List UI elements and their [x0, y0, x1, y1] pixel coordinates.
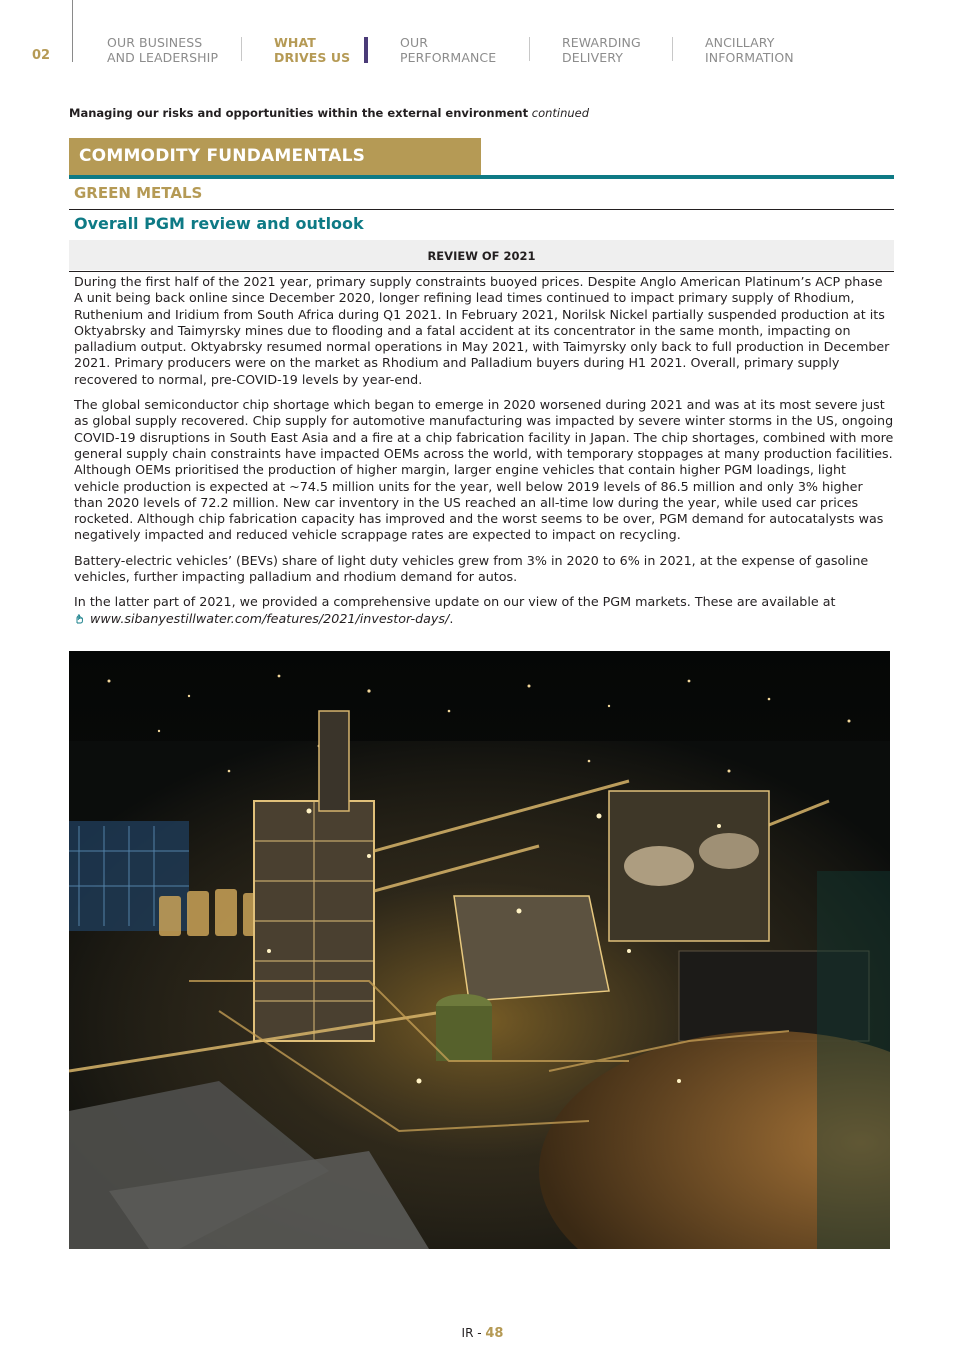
- nav-our-performance[interactable]: [400, 35, 496, 65]
- nav-rewarding-delivery[interactable]: [562, 35, 641, 65]
- plant-photo-illustration: [69, 651, 890, 1249]
- nav-label-line1: OUR: [400, 35, 428, 50]
- section-subtitle: GREEN METALS: [74, 184, 203, 202]
- link-suffix: .: [449, 610, 454, 626]
- paragraph: The global semiconductor chip shortage which began to emerge in 2020 worsened during 2021 and was at its most severe just as global supply recovered. Chip supply for automotive manufacturing was impacted by severe winter storms in the US, ongoing COVID-19 disruptions in South East Asia and a fire at a chip fabrication facility in Japan. The chip shortages, combined with more general supply chain constraints have impacted OEMs across the world, with temporary stoppages at many production facilities. Although OEMs prioritised the production of higher margin, larger engine vehicles that contain higher PGM loadings, light vehicle production is expected at ~74.5 million units for the year, well below 2019 levels of 86.5 million and only 3% higher than 2020 levels of 72.2 million. New car inventory in the US reached an all-time low during the year, while used car prices rocketed. Although chip fabrication capacity has improved and the worst seems to be over, PGM demand for autocatalysts was negatively impacted and reduced vehicle scrappage rates are expected to impact on recycling.: [74, 397, 894, 543]
- nav-separator: [529, 37, 530, 61]
- header-divider: [72, 0, 73, 62]
- page-footer: [0, 1326, 965, 1341]
- nav-ancillary-information[interactable]: [705, 35, 794, 65]
- nav-active-marker: [364, 37, 368, 63]
- nav-label-line2: DELIVERY: [562, 50, 623, 65]
- nav-what-drives-us[interactable]: [274, 35, 350, 65]
- investor-days-link[interactable]: www.sibanyestillwater.com/features/2021/investor-days/: [90, 610, 450, 626]
- nav-label-line1: WHAT: [274, 35, 316, 50]
- nav-label-line1: REWARDING: [562, 35, 641, 50]
- section-rule: [69, 175, 894, 179]
- context-line: [69, 106, 589, 120]
- nav-label-line2: PERFORMANCE: [400, 50, 497, 65]
- nav-label-line2: AND LEADERSHIP: [107, 50, 219, 65]
- paragraph-with-link: [74, 594, 894, 627]
- review-body: [74, 274, 894, 636]
- paragraph-text: In the latter part of 2021, we provided a comprehensive update on our view of the PGM markets. These are available at: [74, 594, 836, 610]
- section-title: COMMODITY FUNDAMENTALS: [79, 146, 366, 166]
- nav-our-business[interactable]: [107, 35, 218, 65]
- page-number: 48: [485, 1326, 504, 1341]
- subtitle-rule: [69, 209, 894, 210]
- table-header-rule: [69, 271, 894, 272]
- nav-label-line2: DRIVES US: [274, 50, 351, 65]
- plant-night-photo: [69, 651, 890, 1249]
- nav-separator: [241, 37, 242, 61]
- nav-label-line2: INFORMATION: [705, 50, 794, 65]
- context-title: Managing our risks and opportunities within the external environment: [69, 106, 529, 120]
- nav-separator: [672, 37, 673, 61]
- footer-prefix: IR -: [461, 1326, 486, 1340]
- table-header: REVIEW OF 2021: [427, 249, 536, 263]
- page-heading: Overall PGM review and outlook: [74, 214, 364, 233]
- nav-label-line1: OUR BUSINESS: [107, 35, 203, 50]
- nav-label-line1: ANCILLARY: [705, 35, 775, 50]
- paragraph: During the first half of the 2021 year, primary supply constraints buoyed prices. Despite Anglo American Platinum’s ACP phase A unit being back online since December 2020, longer refining lead times continued to impact primary supply of Rhodium, Ruthenium and Iridium from South Africa during Q1 2021. In February 2021, Norilsk Nickel partially suspended production at its Oktyabrsky and Taimyrsky mines due to flooding and a fatal accident at its concentrator in the same month, impacting on palladium output. Oktyabrsky resumed normal operations in May 2021, with Taimyrsky only back to full production in December 2021. Primary producers were on the market as Rhodium and Palladium buyers during H1 2021. Overall, primary supply recovered to normal, pre-COVID-19 levels by year-end.: [74, 274, 890, 387]
- paragraph: Battery-electric vehicles’ (BEVs) share of light duty vehicles grew from 3% in 2020 to 6% in 2021, at the expense of gasoline vehicles, further impacting palladium and rhodium demand for autos.: [74, 552, 869, 585]
- section-number: 02: [32, 48, 51, 63]
- context-continued: continued: [531, 106, 590, 120]
- pointer-link-icon: [74, 614, 86, 624]
